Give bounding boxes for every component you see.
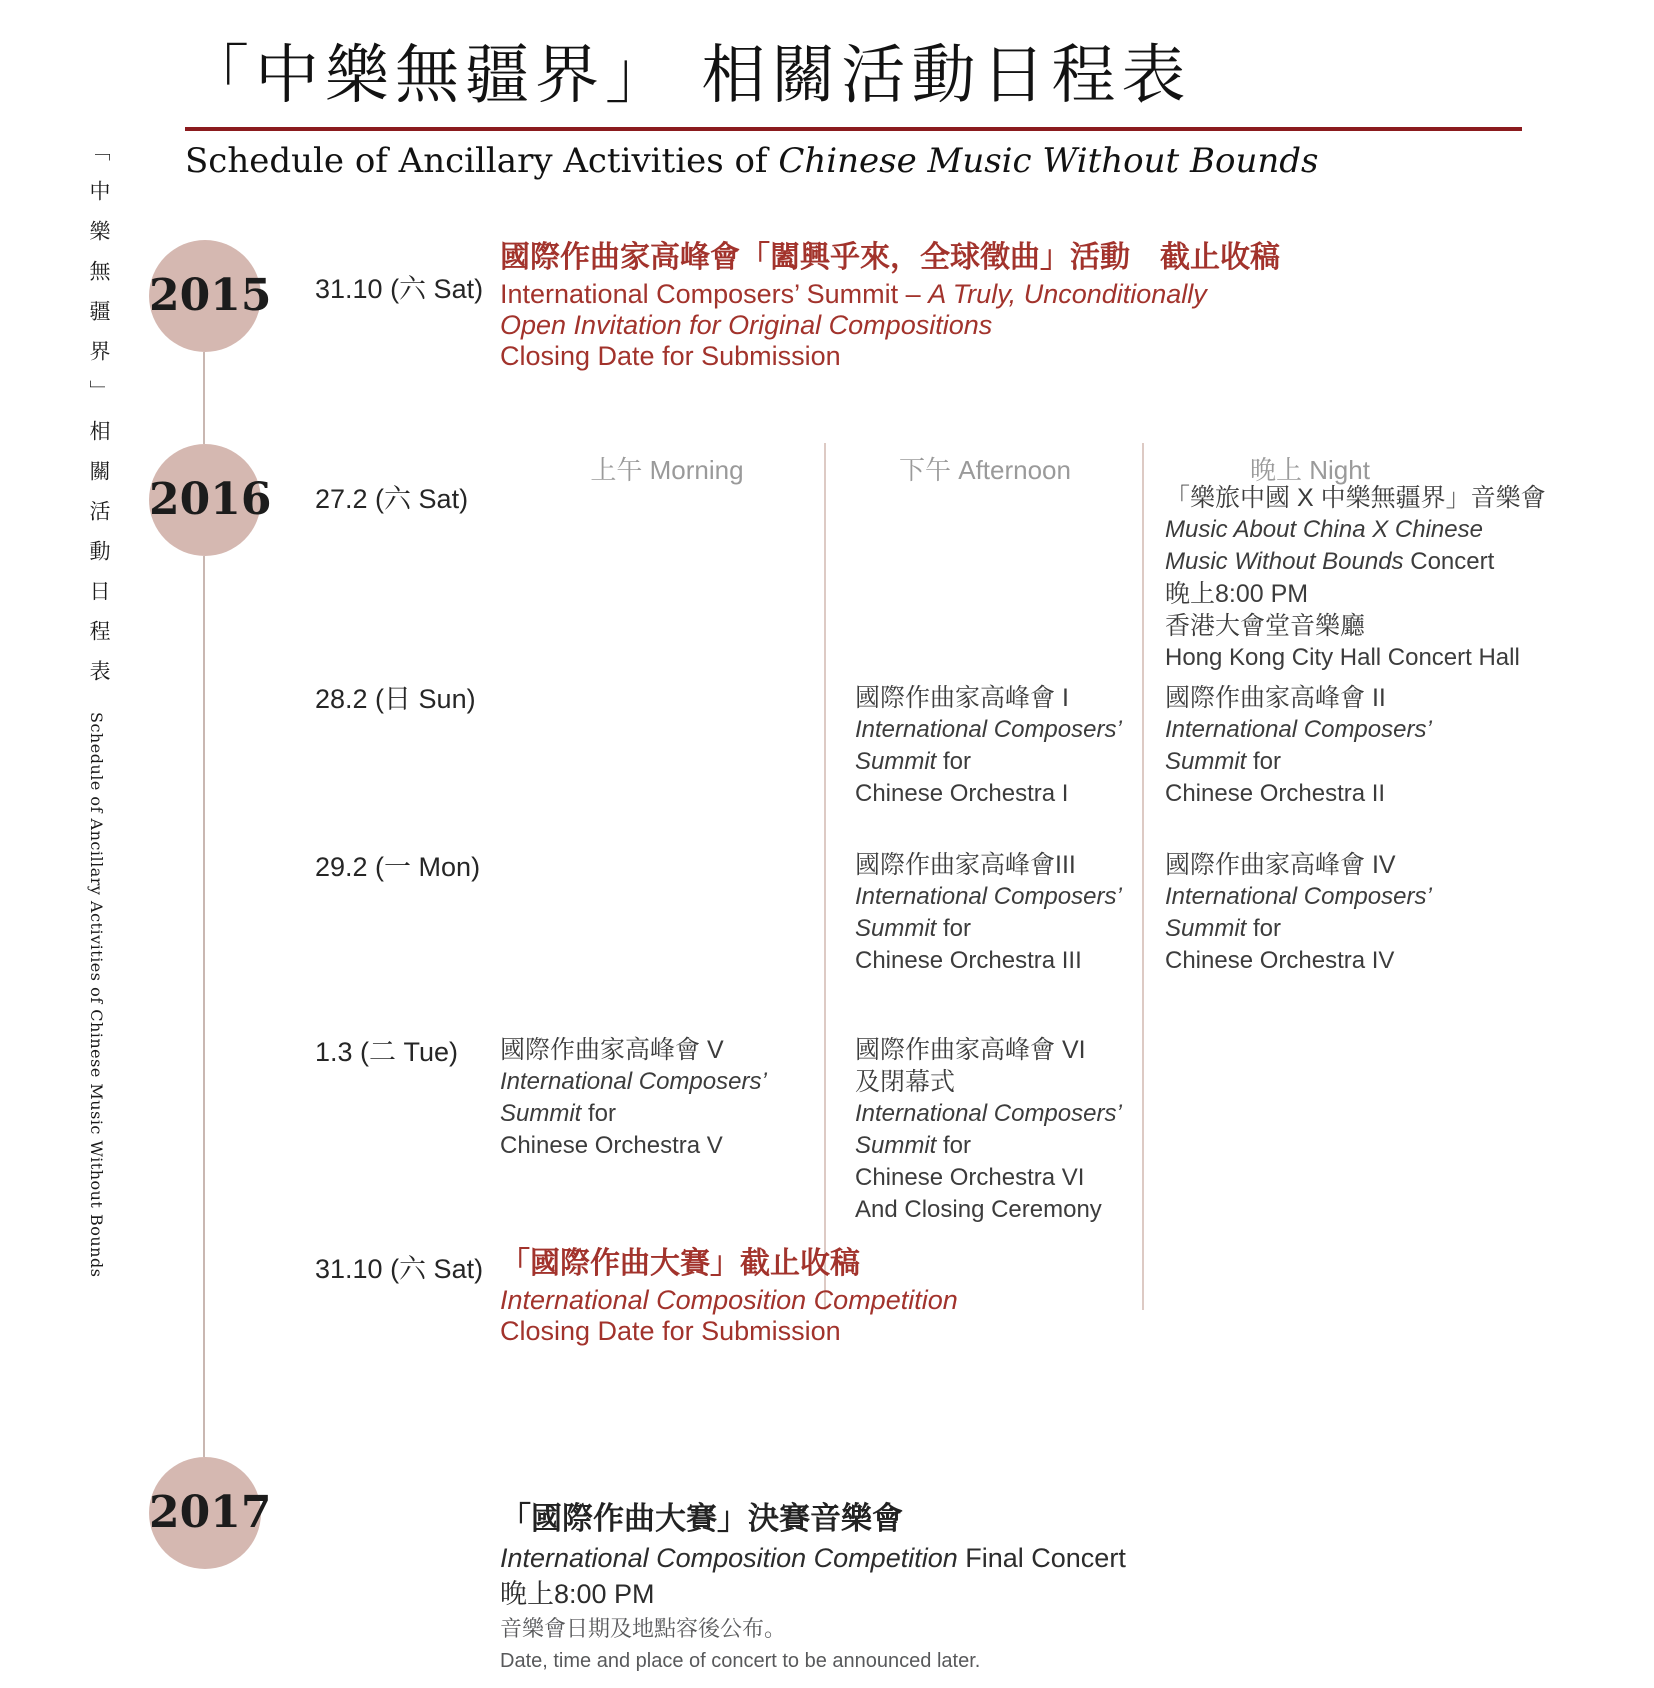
event-line: Closing Date for Submission [500,341,841,371]
year-badge-2015: 2015 [149,240,261,352]
event-summit-5 [500,1034,767,1162]
event-line: Chinese Orchestra III [855,947,1082,974]
event-venue-en: Hong Kong City Hall Concert Hall [1165,644,1520,671]
sidebar-vertical-title-en: Schedule of Ancillary Activities of Chinese Music Without Bounds [87,712,106,1278]
event-date-0228: 28.2 (日 Sun) [315,684,476,714]
event-note-zh: 音樂會日期及地點容後公布。 [500,1616,787,1641]
event-date-0227: 27.2 (六 Sat) [315,484,469,514]
event-line: Summit for [855,748,972,775]
event-title-zh: 國際作曲家高峰會 VI [855,1036,1086,1064]
event-venue-zh: 香港大會堂音樂廳 [1165,612,1366,640]
event-line: Closing Date for Submission [500,1316,841,1346]
event-title-zh: 「樂旅中國 X 中樂無疆界」音樂會 [1165,484,1546,512]
event-line: Chinese Orchestra II [1165,780,1386,807]
event-time: 晚上8:00 PM [1165,580,1309,608]
event-title-zh: 國際作曲家高峰會 I [855,684,1069,712]
event-line: International Composers’ [1165,883,1432,910]
event-line: Summit for [1165,915,1282,942]
event-title-zh: 國際作曲家高峰會 II [1165,684,1386,712]
event-note-en: Date, time and place of concert to be announced later. [500,1650,981,1672]
column-header-morning: 上午 Morning [590,455,744,485]
event-date-2016-1031: 31.10 (六 Sat) [315,1254,484,1284]
event-line: Open Invitation for Original Compositions [500,310,993,340]
event-line: International Composers’ [500,1068,767,1095]
event-line: International Composers’ Summit – A Truly, Unconditionally [500,279,1207,309]
event-line: International Composition Competition Final Concert [500,1543,1126,1573]
event-line: Music Without Bounds Concert [1165,548,1495,575]
subtitle-italic: Chinese Music Without Bounds [778,141,1319,181]
divider-morning-afternoon [824,443,826,1310]
column-header-night: 晚上 Night [1250,455,1370,485]
event-line: Summit for [1165,748,1282,775]
sidebar-vertical-title-zh: 「中樂無疆界」相關活動日程表 [87,140,111,700]
event-summit-1 [855,682,1122,810]
page-title: 「中樂無疆界」 相關活動日程表 [185,39,1192,113]
event-line: International Composition Competition [500,1285,958,1315]
event-final-concert [500,1498,1126,1676]
year-badge-2016: 2016 [149,444,261,556]
event-title-zh: 國際作曲家高峰會 V [500,1036,724,1064]
event-line: Summit for [500,1100,617,1127]
event-title-zh: 國際作曲家高峰會III [855,851,1076,879]
event-line: Chinese Orchestra VI [855,1164,1085,1191]
event-summit-submission-deadline [500,237,1280,372]
event-line: And Closing Ceremony [855,1196,1102,1223]
event-line: International Composers’ [855,1100,1122,1127]
event-summit-6-closing [855,1034,1122,1226]
event-title-zh: 國際作曲家高峰會 IV [1165,851,1396,879]
event-line: Chinese Orchestra V [500,1132,723,1159]
event-date-0301: 1.3 (二 Tue) [315,1037,459,1067]
event-line: International Composers’ [1165,716,1432,743]
page-subtitle [185,140,1318,182]
event-line: Summit for [855,1132,972,1159]
event-line: International Composers’ [855,716,1122,743]
event-line: Chinese Orchestra I [855,780,1069,807]
event-title-zh: 「國際作曲大賽」決賽音樂會 [500,1501,903,1536]
timeline-line [203,556,205,1457]
event-date-0229: 29.2 (一 Mon) [315,852,481,882]
event-line: International Composers’ [855,883,1122,910]
event-concert-0227-night [1165,482,1546,674]
column-header-afternoon: 下午 Afternoon [899,455,1071,485]
event-line: Chinese Orchestra IV [1165,947,1395,974]
year-badge-2017: 2017 [149,1457,261,1569]
event-title-zh: 「國際作曲大賽」截止收稿 [500,1247,860,1280]
event-time: 晚上8:00 PM [500,1579,655,1609]
divider-afternoon-night [1142,443,1144,1310]
event-title-zh: 國際作曲家高峰會「闔興乎來，全球徵曲」活動 截止收稿 [500,241,1280,274]
event-competition-deadline [500,1243,958,1347]
title-underline [185,127,1522,131]
event-line: Music About China X Chinese [1165,516,1483,543]
event-summit-2 [1165,682,1432,810]
event-summit-3 [855,849,1122,977]
event-date-2015-1031: 31.10 (六 Sat) [315,274,484,304]
event-summit-4 [1165,849,1432,977]
timeline-line [203,352,205,444]
event-line: Summit for [855,915,972,942]
subtitle-prefix: Schedule of Ancillary Activities of [185,141,779,181]
event-title-zh2: 及閉幕式 [855,1068,956,1096]
